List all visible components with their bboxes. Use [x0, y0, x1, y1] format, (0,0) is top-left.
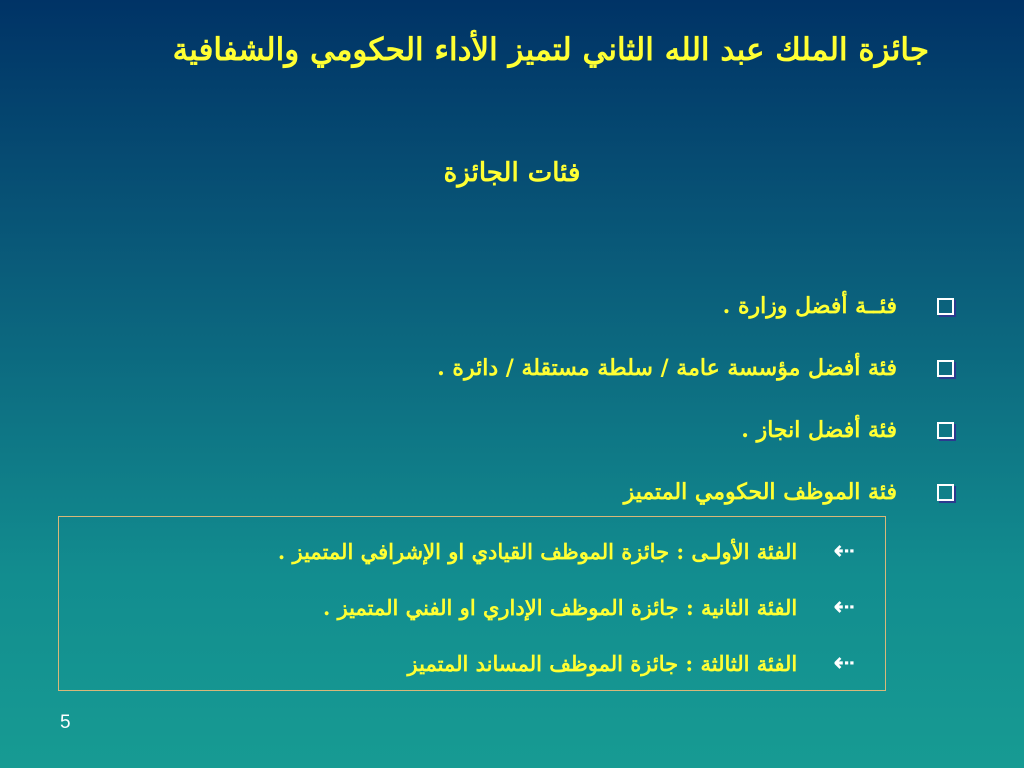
- square-bullet-icon: [937, 360, 954, 377]
- arrow-left-icon: ⇠: [833, 536, 855, 566]
- bullet-text: فئــة أفضل وزارة .: [722, 293, 897, 319]
- bullet-list: [74, 275, 954, 523]
- bullet-text: فئة الموظف الحكومي المتميز: [623, 479, 897, 505]
- slide-title: جائزة الملك عبد الله الثاني لتميز الأداء الحكومي والشفافية: [172, 32, 929, 68]
- category-text: الفئة الأولـى : جائزة الموظف القيادي او الإشرافي المتميز .: [277, 538, 798, 564]
- bullet-item: [74, 461, 954, 523]
- category-item: [75, 635, 855, 691]
- bullet-text: فئة أفضل مؤسسة عامة / سلطة مستقلة / دائرة .: [437, 355, 897, 381]
- slide-subtitle: فئات الجائزة: [443, 158, 581, 188]
- category-text: الفئة الثانية : جائزة الموظف الإداري او الفني المتميز .: [322, 594, 798, 620]
- arrow-left-icon: ⇠: [833, 648, 855, 678]
- bullet-item: [74, 275, 954, 337]
- category-item: [75, 523, 855, 579]
- category-list: [75, 523, 855, 691]
- category-text: الفئة الثالثة : جائزة الموظف المساند المتميز: [407, 650, 798, 676]
- bullet-text: فئة أفضل انجاز .: [741, 417, 897, 443]
- arrow-left-icon: ⇠: [833, 592, 855, 622]
- bullet-item: [74, 337, 954, 399]
- page-number: 5: [60, 712, 71, 733]
- square-bullet-icon: [937, 484, 954, 501]
- square-bullet-icon: [937, 298, 954, 315]
- category-item: [75, 579, 855, 635]
- employee-categories-box: [58, 516, 886, 691]
- bullet-item: [74, 399, 954, 461]
- square-bullet-icon: [937, 422, 954, 439]
